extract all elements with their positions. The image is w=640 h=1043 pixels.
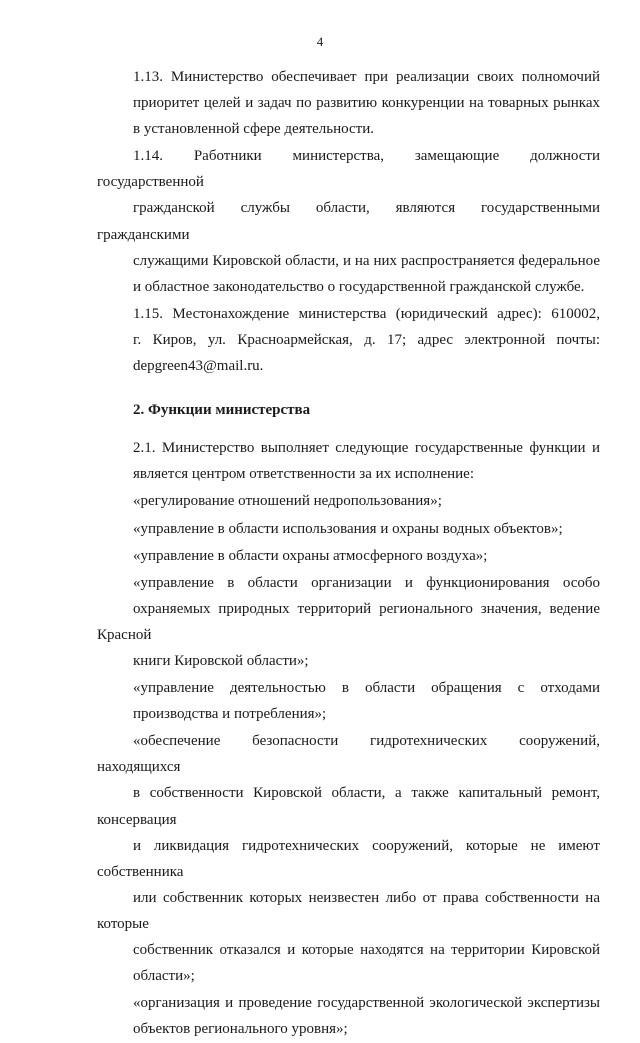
paragraph <box>97 543 600 569</box>
text-line: служащими Кировской области, и на них распространяется федеральное <box>133 252 600 269</box>
paragraph <box>97 570 600 674</box>
text-line: собственник отказался и которые находятся на территории Кировской <box>133 942 600 958</box>
text-line: в собственности Кировской области, а также капитальный ремонт, консервация <box>97 785 600 828</box>
text-line: приоритет целей и задач по развитию конкуренции на товарных рынках <box>133 95 600 112</box>
text-line: depgreen43@mail.ru. <box>133 358 264 375</box>
text-line: г. Киров, ул. Красноармейская, д. 17; адрес электронной почты: <box>133 331 600 348</box>
text-line: гражданской службы области, являются государственными гражданскими <box>97 200 600 243</box>
text-line: «обеспечение безопасности гидротехнических сооружений, находящихся <box>97 733 600 776</box>
text-line: охраняемых природных территорий регионального значения, ведение Красной <box>97 600 600 643</box>
section-heading: 2. Функции министерства <box>133 402 311 419</box>
text-line: является центром ответственности за их исполнение: <box>133 466 474 483</box>
text-line: «управление в области охраны атмосферного воздуха»; <box>133 547 488 564</box>
text-line: и ликвидация гидротехнических сооружений, которые не имеют собственника <box>97 837 600 880</box>
text-line: 2.1. Министерство выполняет следующие государственные функции и <box>133 440 600 457</box>
text-line: производства и потребления»; <box>133 706 327 723</box>
text-line: 1.15. Местонахождение министерства (юридический адрес): 610002, <box>133 305 600 322</box>
paragraph <box>97 488 600 514</box>
text-line: «управление деятельностью в области обращения с отходами <box>133 680 600 697</box>
text-line: или собственник которых неизвестен либо от права собственности на которые <box>97 889 600 932</box>
text-line: области»; <box>133 968 195 985</box>
paragraph-group-top <box>97 64 600 379</box>
paragraph <box>97 301 600 379</box>
text-line: 1.13. Министерство обеспечивает при реализации своих полномочий <box>133 69 600 85</box>
paragraph <box>97 64 600 142</box>
text-line: «управление в области организации и функционирования особо <box>133 574 600 591</box>
paragraph-group-bottom <box>97 435 600 1042</box>
paragraph <box>97 728 600 989</box>
text-line: 1.14. Работники министерства, замещающие должности государственной <box>97 148 600 191</box>
text-line: и областное законодательство о государственной гражданской службе. <box>133 278 585 295</box>
text-line: книги Кировской области»; <box>133 652 309 669</box>
paragraph <box>97 675 600 727</box>
paragraph <box>97 990 600 1042</box>
text-line: «организация и проведение государственной экологической экспертизы <box>133 995 600 1012</box>
text-line: объектов регионального уровня»; <box>133 1021 348 1038</box>
paragraph <box>97 516 600 542</box>
paragraph <box>97 435 600 487</box>
paragraph <box>97 143 600 300</box>
page-number: 4 <box>316 34 324 49</box>
text-line: «управление в области использования и охраны водных объектов»; <box>133 520 563 537</box>
document-body <box>97 64 600 1043</box>
text-line: в установленной сфере деятельности. <box>133 121 375 138</box>
text-line: «регулирование отношений недропользования»; <box>133 493 442 510</box>
